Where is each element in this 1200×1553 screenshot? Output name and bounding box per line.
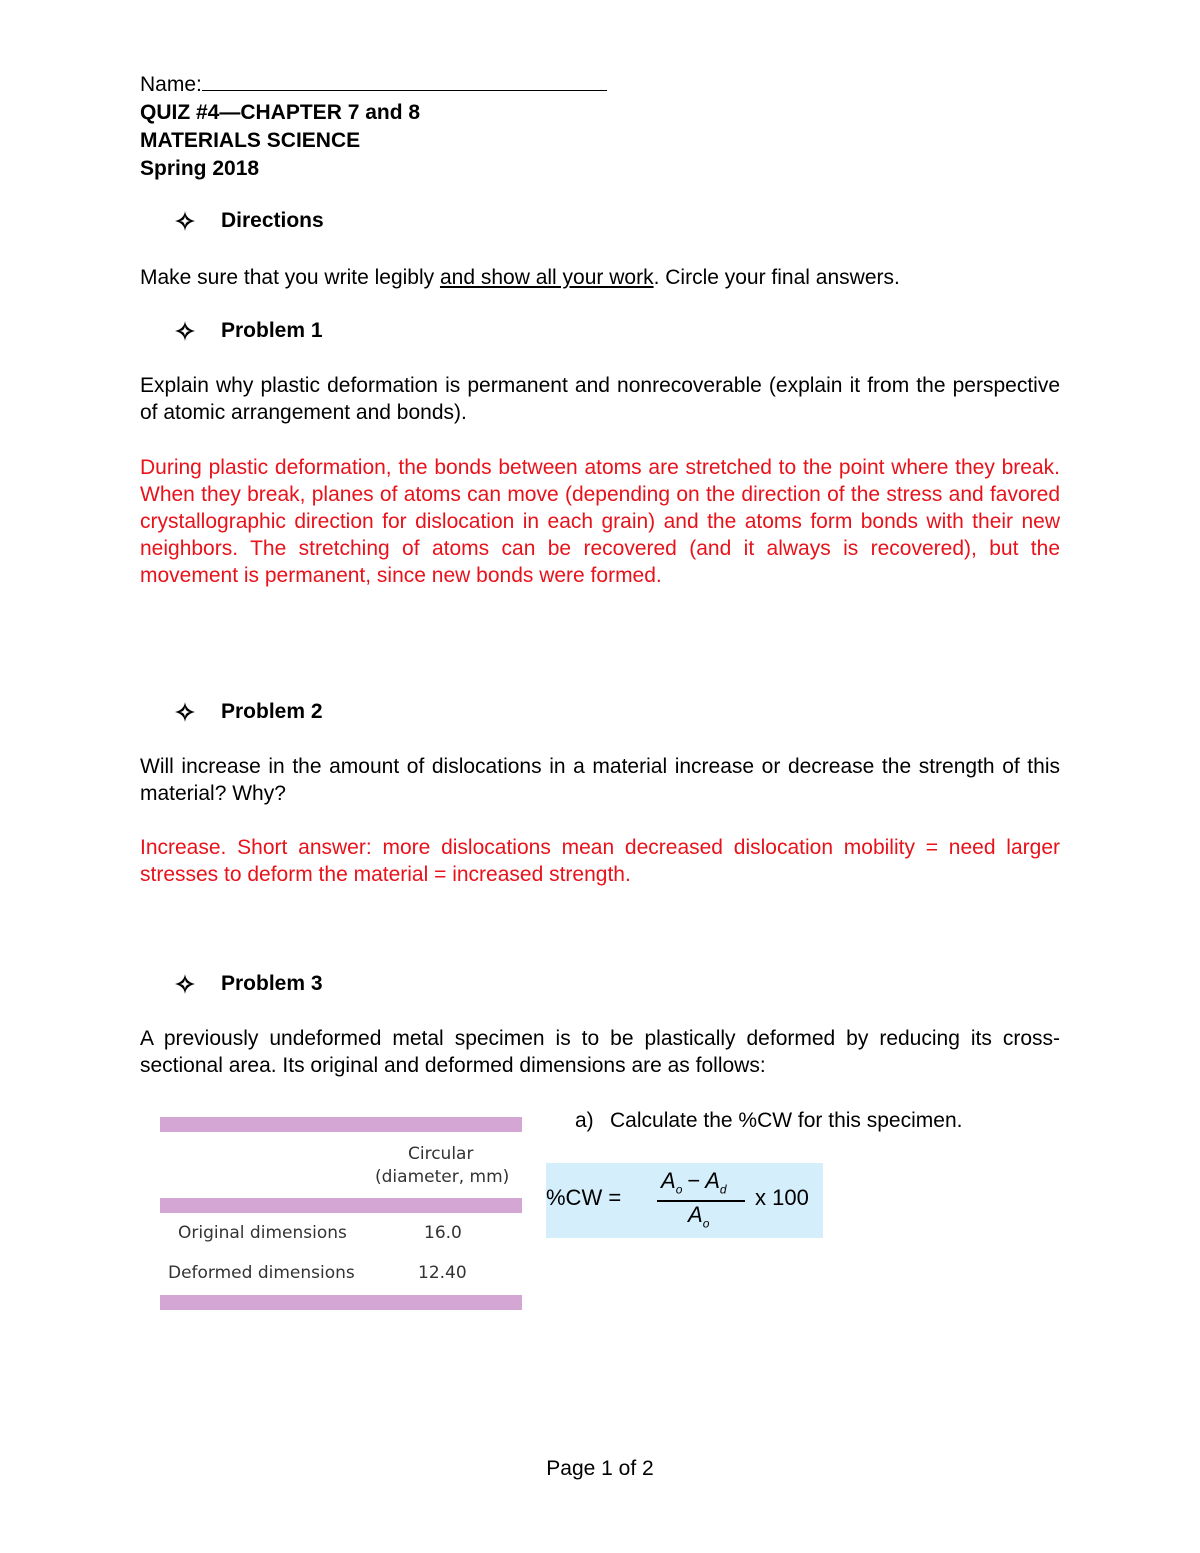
part-a-text: Calculate the %CW for this specimen. [610,1109,963,1132]
formula-var: A [661,1168,676,1193]
problem2-heading-text: Problem 2 [221,699,323,723]
quiz-title: QUIZ #4—CHAPTER 7 and 8 [140,101,421,124]
formula-rhs: x 100 [755,1185,809,1210]
name-blank-line [202,71,607,91]
column-header-unit: (diameter, mm) [375,1167,510,1187]
directions-heading [175,207,324,234]
directions-text-part: . Circle your final answers. [653,266,900,289]
column-header-circular: Circular [408,1144,474,1164]
problem1-heading-text: Problem 1 [221,318,323,342]
formula-var: A [705,1168,720,1193]
problem2-heading [175,698,323,725]
problem3-heading-text: Problem 3 [221,971,323,995]
problem3-heading [175,970,323,997]
part-a-marker: a) [575,1109,594,1132]
problem2-question: Will increase in the amount of dislocations in a material increase or decrease the strength of this material? Why? [140,755,1060,805]
diamond-bullet-icon [175,321,195,341]
diamond-bullet-icon [175,702,195,722]
formula-minus: − [687,1168,701,1193]
row-label-deformed: Deformed dimensions [168,1263,355,1283]
problem1-answer: During plastic deformation, the bonds between atoms are stretched to the point where they break. When they break, planes of atoms can move (depending on the direction of the stress and favored crystallographic direction for dislocation in each grain) and the atoms form bonds with their new neighbors. The stretching of atoms can be recovered (and it always is recovered), but the movement is permanent, since new bonds were formed. [140,456,1060,587]
formula-denominator [688,1202,709,1230]
dimensions-table [160,1117,522,1310]
cold-work-formula [546,1163,823,1238]
formula-numerator [661,1168,727,1196]
directions-heading-text: Directions [221,208,324,232]
problem3-question: A previously undeformed metal specimen is to be plastically deformed by reducing its cross-sectional area. Its original and deformed dimensions are as follows: [140,1027,1060,1077]
diamond-bullet-icon [175,974,195,994]
table-top-bar [160,1117,522,1132]
diamond-bullet-icon [175,211,195,231]
directions-text-part: Make sure that you write legibly [140,266,440,289]
page-number: Page 1 of 2 [546,1457,654,1480]
formula-sub: o [675,1182,683,1197]
directions-underlined-text: and show all your work [439,266,654,289]
problem1-heading [175,317,323,344]
formula-sub: o [702,1216,710,1231]
formula-var: A [688,1202,703,1227]
name-field [140,71,607,98]
table-bottom-bar [160,1295,522,1310]
term: Spring 2018 [140,157,260,180]
row-value-original: 16.0 [424,1223,462,1243]
formula-lhs: %CW = [546,1185,622,1210]
problem2-answer: Increase. Short answer: more dislocations mean decreased dislocation mobility = need larger stresses to deform the material = increased strength. [140,836,1060,886]
row-value-deformed: 12.40 [418,1263,467,1283]
table-header-bar [160,1198,522,1213]
problem1-question: Explain why plastic deformation is permanent and nonrecoverable (explain it from the perspective of atomic arrangement and bonds). [140,374,1060,424]
course-title: MATERIALS SCIENCE [140,129,361,152]
formula-sub: d [719,1182,727,1197]
directions-text [140,264,1060,291]
name-label: Name: [140,73,202,96]
row-label-original: Original dimensions [178,1223,347,1243]
